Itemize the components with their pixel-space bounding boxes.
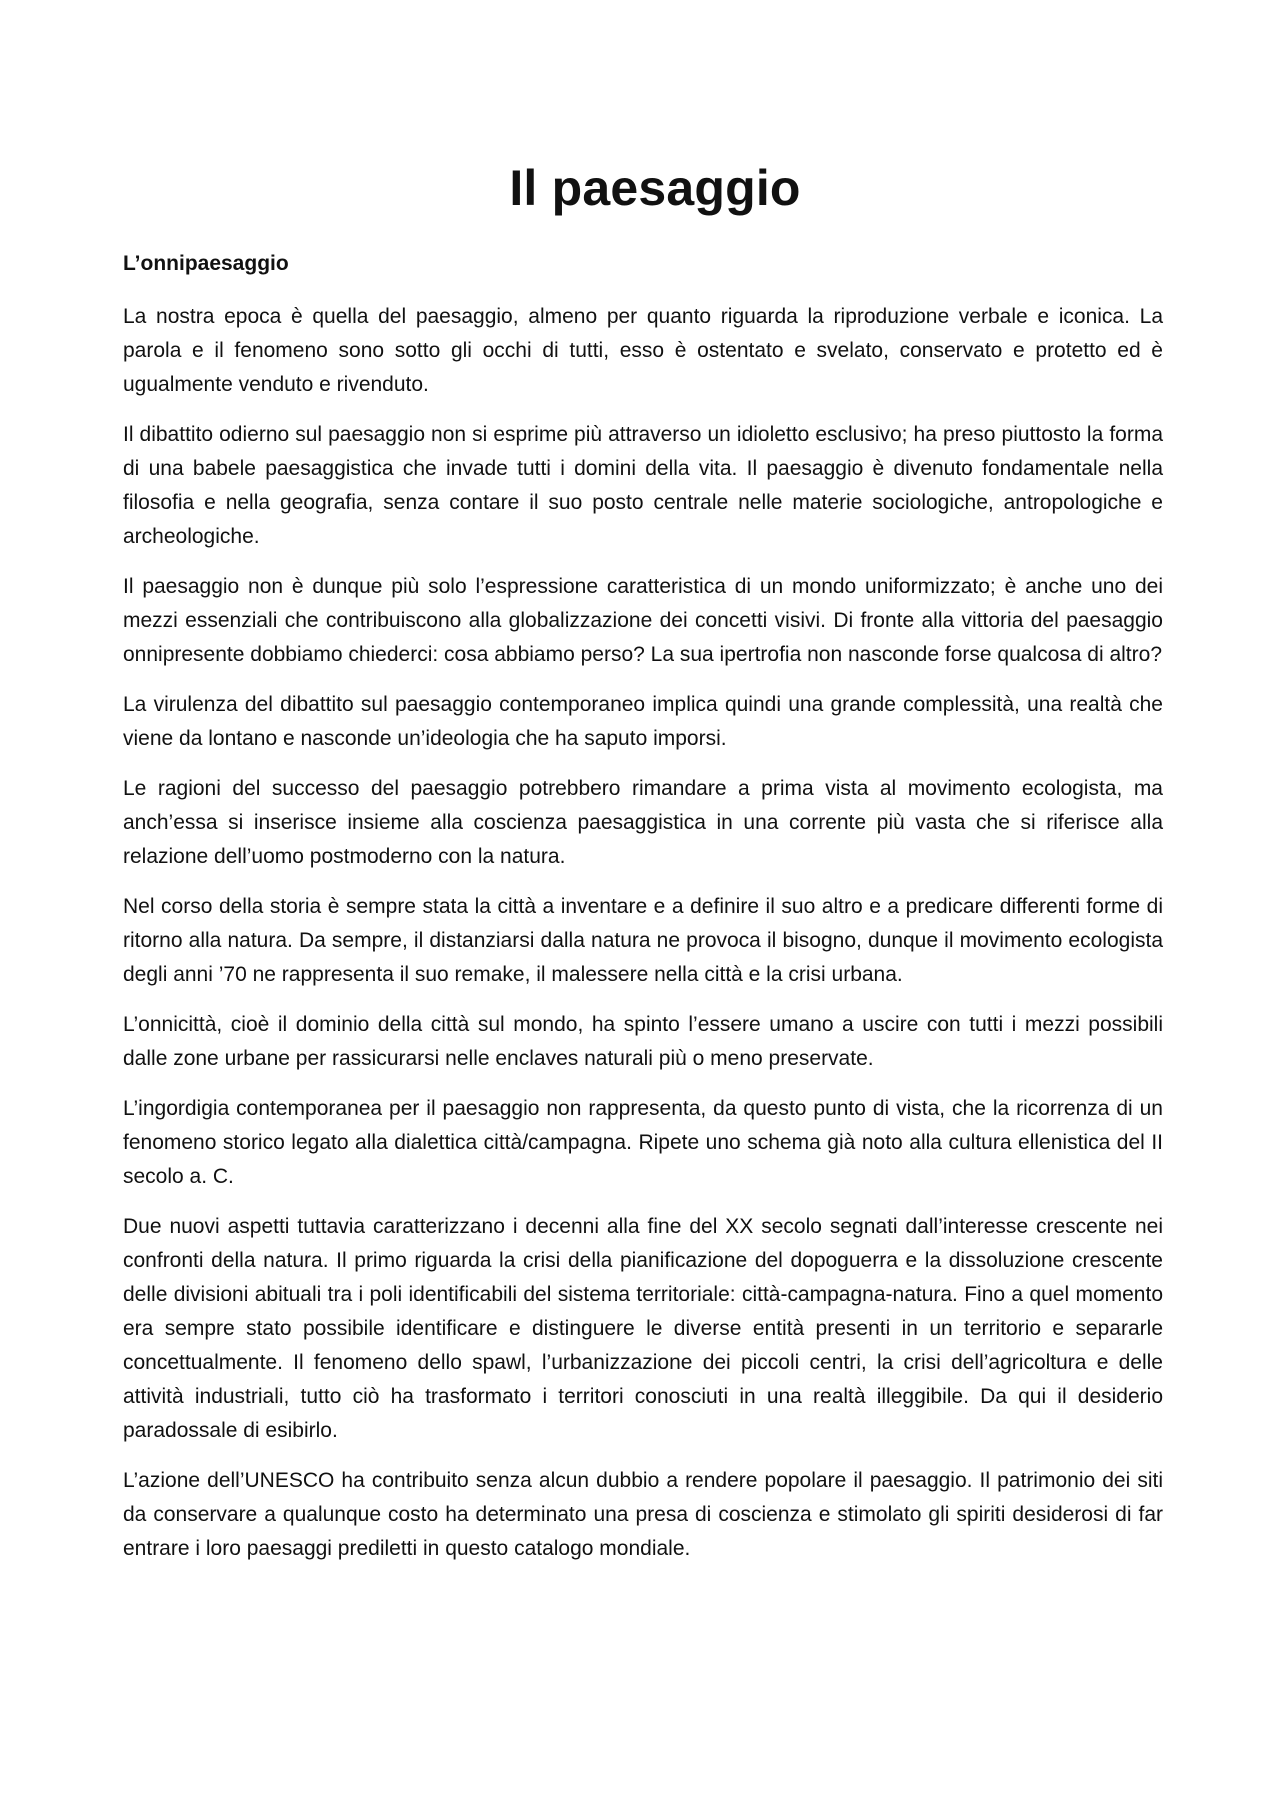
section-heading: L’onnipaesaggio [123, 252, 289, 275]
page-title: Il paesaggio [509, 160, 801, 216]
paragraph: Il paesaggio non è dunque più solo l’espressione caratteristica di un mondo uniformizzato; è anche uno dei mezzi essenziali che contribuiscono alla globalizzazione dei concetti visivi. Di fronte alla vittoria del paesaggio onnipresente dobbiamo chiederci: cosa abbiamo perso? La sua ipertrofia non nasconde forse qualcosa di altro? [123, 575, 1163, 666]
paragraph: Il dibattito odierno sul paesaggio non si esprime più attraverso un idioletto esclusivo; ha preso piuttosto la forma di una babele paesaggistica che invade tutti i domini della vita. Il paesaggio è divenuto fondamentale nella filosofia e nella geografia, senza contare il suo posto centrale nelle materie sociologiche, antropologiche e archeologiche. [123, 423, 1163, 548]
document-body [123, 160, 1163, 1582]
paragraph: L’azione dell’UNESCO ha contribuito senza alcun dubbio a rendere popolare il paesaggio. Il patrimonio dei siti da conservare a qualunque costo ha determinato una presa di coscienza e stimolato gli spiriti desiderosi di far entrare i loro paesaggi prediletti in questo catalogo mondiale. [123, 1469, 1163, 1560]
paragraph: La virulenza del dibattito sul paesaggio contemporaneo implica quindi una grande complessità, una realtà che viene da lontano e nasconde un’ideologia che ha saputo imporsi. [123, 693, 1163, 750]
paragraph: L’ingordigia contemporanea per il paesaggio non rappresenta, da questo punto di vista, che la ricorrenza di un fenomeno storico legato alla dialettica città/campagna. Ripete uno schema già noto alla cultura ellenistica del II secolo a. C. [123, 1097, 1163, 1188]
paragraph: Le ragioni del successo del paesaggio potrebbero rimandare a prima vista al movimento ecologista, ma anch’essa si inserisce insieme alla coscienza paesaggistica in una corrente più vasta che si riferisce alla relazione dell’uomo postmoderno con la natura. [123, 777, 1163, 868]
paragraph: La nostra epoca è quella del paesaggio, almeno per quanto riguarda la riproduzione verbale e iconica. La parola e il fenomeno sono sotto gli occhi di tutti, esso è ostentato e svelato, conservato e protetto ed è ugualmente venduto e rivenduto. [123, 305, 1163, 396]
paragraph: L’onnicittà, cioè il dominio della città sul mondo, ha spinto l’essere umano a uscire con tutti i mezzi possibili dalle zone urbane per rassicurarsi nelle enclaves naturali più o meno preservate. [123, 1013, 1163, 1070]
paragraph: Due nuovi aspetti tuttavia caratterizzano i decenni alla fine del XX secolo segnati dall’interesse crescente nei confronti della natura. Il primo riguarda la crisi della pianificazione del dopoguerra e la dissoluzione crescente delle divisioni abituali tra i poli identificabili del sistema territoriale: città-campagna-natura. Fino a quel momento era sempre stato possibile identificare e distinguere le diverse entità presenti in un territorio e separarle concettualmente. Il fenomeno dello spawl, l’urbanizzazione dei piccoli centri, la crisi dell’agricoltura e delle attività industriali, tutto ciò ha trasformato i territori conosciuti in una realtà illeggibile. Da qui il desiderio paradossale di esibirlo. [123, 1215, 1163, 1442]
paragraph: Nel corso della storia è sempre stata la città a inventare e a definire il suo altro e a predicare differenti forme di ritorno alla natura. Da sempre, il distanziarsi dalla natura ne provoca il bisogno, dunque il movimento ecologista degli anni ’70 ne rappresenta il suo remake, il malessere nella città e la crisi urbana. [123, 895, 1163, 986]
